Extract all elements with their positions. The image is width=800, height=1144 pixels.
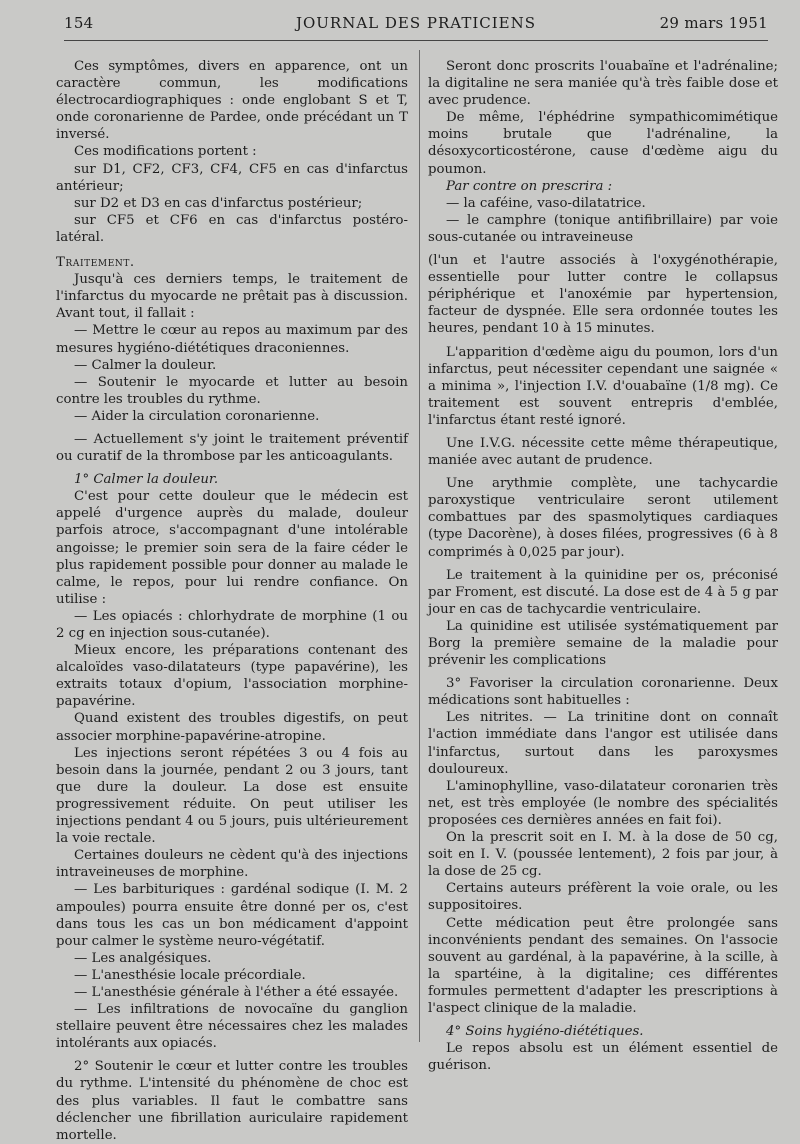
list-item: — Les opiacés : chlorhydrate de morphine (1 ou 2 cg en injection sous-cutanée). — [56, 608, 408, 641]
subsection-paragraph: 2° Soutenir le cœur et lutter contre les troubles du rythme. L'intensité du phénomène de choc est des plus variables. Il faut le combattre sans déclencher une fibrillation auriculaire rapidement mortelle. — [56, 1059, 408, 1143]
paragraph: Jusqu'à ces derniers temps, le traitement de l'infarctus du myocarde ne prêtait pas à discussion. Avant tout, il fallait : — [56, 272, 408, 322]
list-item: — Calmer la douleur. — [74, 357, 217, 373]
paragraph: sur D1, CF2, CF3, CF4, CF5 en cas d'infarctus antérieur; — [56, 161, 408, 194]
paragraph: Le repos absolu est un élément essentiel de guérison. — [428, 1041, 778, 1074]
header-rule — [64, 40, 768, 41]
paragraph: Les injections seront répétées 3 ou 4 fois au besoin dans la journée, pendant 2 ou 3 jours, tant que dure la douleur. La dose est ensuite progressivement réduite. On peut utiliser les injections pendant 4 ou 5 jours, puis ultérieurement la voie rectale. — [56, 745, 408, 847]
paragraph: Quand existent des troubles digestifs, on peut associer morphine-papavérine-atropine. — [56, 711, 408, 744]
list-item: — Les infiltrations de novocaïne du ganglion stellaire peuvent être nécessaires chez les malades intolérants aux opiacés. — [56, 1002, 408, 1052]
journal-title: JOURNAL DES PRATICIENS — [295, 14, 537, 32]
right-column — [428, 58, 778, 1074]
list-item: — L'anesthésie générale à l'éther a été essayée. — [74, 984, 399, 1000]
paragraph: La quinidine est utilisée systématiquement par Borg la première semaine de la maladie pour prévenir les complications — [428, 618, 778, 669]
paragraph: On la prescrit soit en I. M. à la dose de 50 cg, soit en I. V. (poussée lentement), 2 fois par jour, à la dose de 25 cg. — [428, 830, 778, 880]
paragraph: Une arythmie complète, une tachycardie paroxystique ventriculaire seront utilement combattues par des spasmolytiques cardiaques (type Dacorène), à doses filées, progressives (6 à 8 comprimés à 0,025 par jour). — [428, 476, 778, 560]
list-item: — Actuellement s'y joint le traitement préventif ou curatif de la thrombose par les anticoagulants. — [56, 431, 408, 465]
paragraph: L'aminophylline, vaso-dilatateur coronarien très net, est très employée (le nombre des spécialités proposées ces dernières années en fait foi). — [428, 778, 778, 828]
left-column — [56, 58, 408, 1144]
subsection-paragraph: 3° Favoriser la circulation coronarienne. Deux médications sont habituelles : — [428, 676, 778, 709]
paragraph: Certains auteurs préfèrent la voie orale, ou les suppositoires. — [428, 881, 778, 914]
paragraph: Ces modifications portent : — [74, 144, 257, 160]
issue-date: 29 mars 1951 — [659, 14, 768, 32]
column-divider — [419, 50, 420, 1042]
list-item: — Les analgésiques. — [74, 950, 212, 966]
page-header — [64, 14, 768, 40]
paragraph: Certaines douleurs ne cèdent qu'à des injections intraveineuses de morphine. — [56, 848, 408, 881]
paragraph: Le traitement à la quinidine per os, préconisé par Froment, est discuté. La dose est de 4 à 5 g par jour en cas de tachycardie ventriculaire. — [428, 567, 778, 617]
paragraph: Cette médication peut être prolongée sans inconvénients pendant des semaines. On l'associe souvent au gardénal, à la papavérine, à la scille, à la spartéine, à la digitaline; ces différentes formules permettent d'adapter les prescriptions à l'aspect clinique de la maladie. — [428, 915, 778, 1016]
paragraph: sur CF5 et CF6 en cas d'infarctus postéro-latéral. — [56, 212, 408, 245]
paragraph: Par contre on prescrira : — [446, 178, 613, 194]
paragraph: Ces symptômes, divers en apparence, ont un caractère commun, les modifications électrocardiographiques : onde englobant S et T, onde coronarienne de Pardee, onde précédant un T inversé. — [56, 59, 408, 143]
subsection-heading: 1° Calmer la douleur. — [74, 472, 219, 488]
section-heading: Traitement. — [56, 255, 135, 271]
paragraph: De même, l'éphédrine sympathicomimétique moins brutale que l'adrénaline, la désoxycorticostérone, cause d'œdème aigu du poumon. — [428, 110, 778, 177]
paragraph: Une I.V.G. nécessite cette même thérapeutique, maniée avec autant de prudence. — [428, 435, 778, 469]
paragraph: (l'un et l'autre associés à l'oxygénothérapie, essentielle pour lutter contre le collapsus périphérique et l'anoxémie par hypertension, facteur de dyspnée. Elle sera ordonnée toutes les heures, pendant 10 à 15 minutes. — [428, 253, 778, 337]
list-item: — Mettre le cœur au repos au maximum par des mesures hygiéno-diététiques draconiennes. — [56, 323, 408, 356]
list-item: — la caféine, vaso-dilatatrice. — [446, 195, 646, 211]
paragraph: C'est pour cette douleur que le médecin est appelé d'urgence auprès du malade, douleur parfois atroce, s'accompagnant d'une intolérable angoisse; le premier soin sera de la faire céder le plus rapidement possible pour donner au malade le calme, le repos, pour lui rendre confiance. On utilise : — [56, 489, 408, 607]
list-item: — Les barbituriques : gardénal sodique (I. M. 2 ampoules) pourra ensuite être donné per os, c'est dans tous les cas un bon médicament d'appoint pour calmer le système neuro-végétatif. — [56, 882, 408, 949]
subsection-heading: 4° Soins hygiéno-diététiques. — [446, 1024, 644, 1040]
list-item: — Aider la circulation coronarienne. — [74, 408, 320, 424]
paragraph: Les nitrites. — La trinitine dont on connaît l'action immédiate dans l'angor est utilisée dans l'infarctus, surtout dans les paroxysmes douloureux. — [428, 710, 778, 777]
paragraph: L'apparition d'œdème aigu du poumon, lors d'un infarctus, peut nécessiter cependant une saignée « a minima », l'injection I.V. d'ouabaïne (1/8 mg). Ce traitement est souvent entrepris d'emblée, l'infarctus étant resté ignoré. — [428, 344, 778, 428]
list-item: — Soutenir le myocarde et lutter au besoin contre les troubles du rythme. — [56, 374, 408, 407]
list-item: — le camphre (tonique antifibrillaire) par voie sous-cutanée ou intraveineuse — [428, 212, 778, 245]
paragraph: Seront donc proscrits l'ouabaïne et l'adrénaline; la digitaline ne sera maniée qu'à très faible dose et avec prudence. — [428, 59, 778, 109]
page-number: 154 — [64, 14, 94, 32]
list-item: — L'anesthésie locale précordiale. — [74, 967, 306, 983]
paragraph: sur D2 et D3 en cas d'infarctus postérieur; — [74, 195, 363, 211]
paragraph: Mieux encore, les préparations contenant des alcaloïdes vaso-dilatateurs (type papavérine), les extraits totaux d'opium, l'association morphine-papavérine. — [56, 643, 408, 710]
